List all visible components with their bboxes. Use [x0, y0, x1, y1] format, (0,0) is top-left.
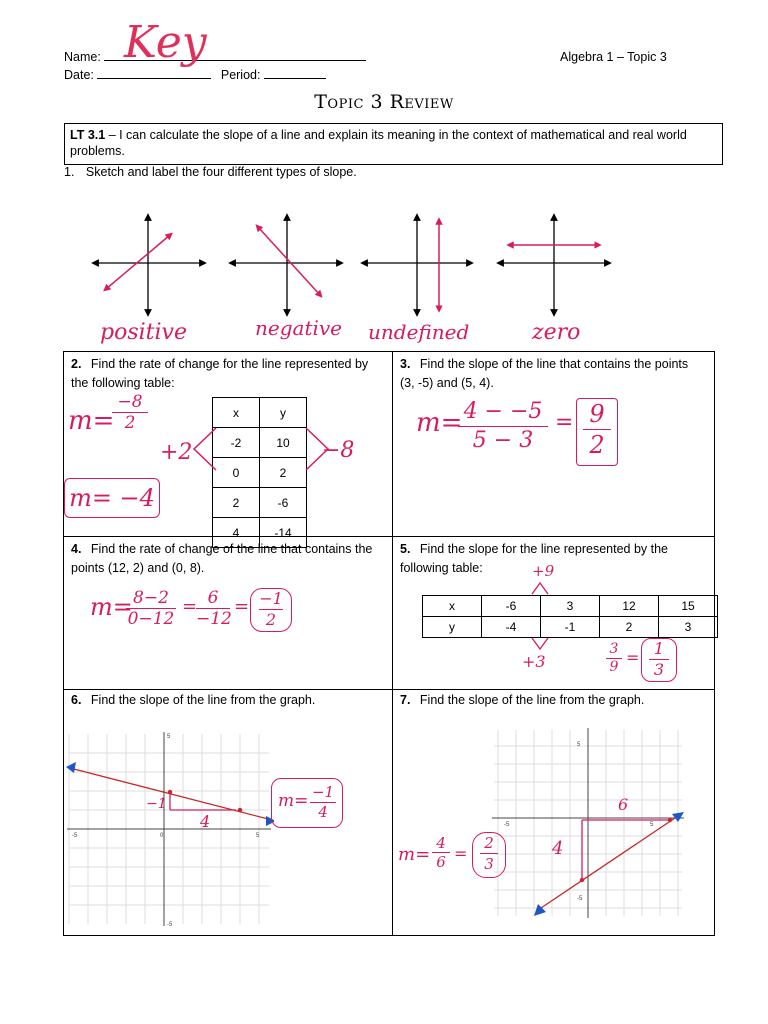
q7-answer-denominator: 3 — [480, 853, 498, 874]
q6-point — [238, 808, 242, 812]
q4-fraction-1 — [126, 588, 176, 629]
table-row — [423, 596, 718, 617]
q6-arrow-left — [66, 762, 76, 773]
label-negative: negative — [255, 316, 343, 340]
table-cell: x — [423, 596, 482, 617]
q3-work-fraction — [458, 398, 548, 455]
question-5-number: 5. — [400, 542, 411, 556]
q7-fraction-denominator: 6 — [432, 852, 450, 871]
q2-dy-note: −8 — [322, 438, 355, 463]
q6-run-note: 4 — [200, 812, 211, 831]
question-4 — [71, 540, 389, 578]
axes-zero — [500, 217, 608, 313]
table-cell: -6 — [260, 488, 307, 518]
table-cell: 0 — [213, 458, 260, 488]
q3-answer-numerator: 9 — [589, 400, 605, 428]
name-label: Name: — [64, 50, 101, 64]
q7-fraction-numerator: 4 — [436, 834, 446, 852]
q5-equals: = — [626, 648, 640, 667]
q3-work-m: m= — [416, 408, 463, 438]
q2-dx-note: +2 — [160, 440, 193, 465]
q6-answer-denominator: 4 — [310, 802, 336, 822]
question-1-prompt: Sketch and label the four different types of slope. — [85, 165, 357, 179]
q4-f2-denominator: −12 — [196, 609, 232, 629]
page-title: Topic 3 Review — [314, 91, 454, 113]
q7-tick-bottom: -5 — [577, 896, 583, 902]
table-cell: -14 — [260, 518, 307, 548]
table-cell: 10 — [260, 428, 307, 458]
learning-target-box — [64, 123, 723, 165]
axes-negative — [232, 217, 340, 313]
q6-answer-numerator: −1 — [311, 783, 335, 801]
q7-equals: = — [454, 844, 468, 863]
question-4-prompt: Find the rate of change of the line that contains the points (12, 2) and (0, 8). — [71, 542, 373, 575]
q4-f1-numerator: 8−2 — [133, 588, 169, 608]
q6-tick-origin: 0 — [160, 833, 164, 839]
q7-point — [668, 818, 672, 822]
table-cell: -6 — [482, 596, 541, 617]
table-cell: 2 — [260, 458, 307, 488]
q2-work-m: m= — [68, 406, 115, 436]
q5-fraction-denominator: 9 — [606, 658, 622, 676]
table-cell: 4 — [213, 518, 260, 548]
table-header-y: y — [260, 398, 307, 428]
q5-fraction — [606, 641, 622, 676]
positive-slope-line — [106, 235, 170, 289]
grid-divider-vertical — [392, 351, 393, 935]
question-4-number: 4. — [71, 542, 82, 556]
q6-rise-note: −1 — [146, 796, 167, 812]
q7-tick-right: 5 — [650, 822, 654, 828]
learning-target-code: LT 3.1 — [70, 128, 106, 142]
q4-f2-numerator: 6 — [207, 588, 219, 608]
table-cell: -1 — [541, 617, 600, 638]
label-zero: zero — [532, 320, 581, 345]
table-cell: 12 — [600, 596, 659, 617]
course-label: Algebra 1 – Topic 3 — [560, 50, 667, 64]
q5-dx-note: +9 — [532, 562, 555, 580]
q7-tick-top: 5 — [577, 742, 581, 748]
question-5-table — [422, 595, 718, 638]
table-cell: 3 — [659, 617, 718, 638]
q7-graph — [490, 724, 690, 930]
negative-slope-line — [258, 227, 320, 295]
q2-work-denominator: 2 — [112, 412, 148, 433]
name-line — [64, 50, 366, 64]
q4-work-m: m= — [90, 593, 133, 621]
q7-fraction — [432, 834, 450, 871]
question-1-number: 1. — [64, 165, 75, 179]
q6-tick-top: 5 — [167, 734, 171, 740]
question-2-number: 2. — [71, 357, 82, 371]
q5-answer — [641, 638, 677, 682]
q5-dx-bracket — [530, 580, 550, 596]
q5-dy-bracket — [530, 636, 550, 652]
q3-answer — [576, 398, 618, 466]
question-6 — [71, 693, 315, 707]
learning-target-text: – I can calculate the slope of a line and explain its meaning in the context of mathematical and real world problems. — [70, 128, 687, 158]
q7-tick-left: -5 — [504, 822, 510, 828]
question-2 — [71, 355, 389, 393]
question-1 — [64, 165, 357, 179]
q3-equals: = — [555, 410, 574, 435]
table-cell: 2 — [213, 488, 260, 518]
q3-answer-denominator: 2 — [583, 429, 611, 460]
axes-undefined — [364, 217, 470, 313]
table-cell: -4 — [482, 617, 541, 638]
table-cell: y — [423, 617, 482, 638]
table-cell: 15 — [659, 596, 718, 617]
question-3 — [400, 355, 706, 393]
q4-fraction-2 — [196, 588, 230, 629]
table-row — [423, 617, 718, 638]
q6-tick-bottom: -5 — [167, 922, 173, 928]
q4-equals-1: = — [182, 596, 198, 617]
q2-work-fraction — [112, 392, 148, 433]
q2-work-numerator: −8 — [117, 392, 143, 412]
q7-answer-numerator: 2 — [484, 834, 494, 852]
question-6-number: 6. — [71, 693, 82, 707]
name-value: Key — [124, 17, 207, 68]
label-positive: positive — [100, 320, 187, 345]
table-cell: 2 — [600, 617, 659, 638]
q6-answer-fraction — [310, 783, 336, 822]
q4-answer — [250, 588, 292, 632]
question-2-table — [212, 397, 307, 548]
question-7 — [400, 693, 644, 707]
period-label: Period: — [220, 68, 261, 82]
q4-answer-denominator: 2 — [259, 609, 283, 630]
q7-answer — [472, 832, 506, 878]
table-row — [213, 488, 307, 518]
q6-answer-m: m= — [278, 791, 309, 811]
q2-bracket-left — [190, 424, 220, 474]
q5-answer-numerator: 1 — [653, 639, 665, 658]
table-cell: 3 — [541, 596, 600, 617]
question-6-prompt: Find the slope of the line from the graph. — [90, 693, 316, 707]
question-2-prompt: Find the rate of change for the line represented by the following table: — [71, 357, 369, 390]
q3-work-denominator: 5 − 3 — [458, 426, 548, 455]
question-5-prompt: Find the slope for the line represented by the following table: — [400, 542, 668, 575]
q2-bracket-right — [302, 424, 332, 474]
q7-answer-m: m= — [398, 844, 431, 865]
table-row — [213, 428, 307, 458]
q4-answer-numerator: −1 — [259, 589, 283, 608]
q7-rise-note: 4 — [552, 838, 564, 859]
table-header-row — [213, 398, 307, 428]
q5-answer-denominator: 3 — [649, 659, 669, 680]
table-row — [213, 458, 307, 488]
q7-run-note: 6 — [618, 795, 629, 814]
q6-line — [70, 768, 272, 820]
question-3-number: 3. — [400, 357, 411, 371]
label-undefined: undefined — [368, 320, 470, 344]
q6-answer — [271, 778, 343, 828]
q3-work-numerator: 4 − −5 — [463, 399, 543, 424]
question-7-number: 7. — [400, 693, 411, 707]
grid-divider-row-1 — [63, 536, 714, 537]
date-period-line — [64, 68, 326, 82]
q2-answer: m= −4 — [64, 478, 160, 518]
q4-f1-denominator: 0−12 — [127, 609, 175, 629]
question-3-prompt: Find the slope of the line that contains the points (3, -5) and (5, 4). — [400, 357, 689, 390]
q7-arrow-right — [672, 812, 684, 822]
q5-dy-note: +3 — [522, 652, 546, 671]
q7-line — [538, 816, 678, 910]
axes-positive — [95, 217, 203, 313]
question-7-prompt: Find the slope of the line from the graph. — [419, 693, 645, 707]
table-header-x: x — [213, 398, 260, 428]
table-cell: -2 — [213, 428, 260, 458]
q6-graph — [64, 724, 274, 930]
grid-divider-row-2 — [63, 689, 714, 690]
date-label: Date: — [64, 68, 94, 82]
q6-tick-left: -5 — [72, 833, 78, 839]
q4-equals-2: = — [234, 596, 250, 617]
q6-tick-right: 5 — [256, 833, 260, 839]
q5-fraction-numerator: 3 — [609, 641, 619, 657]
